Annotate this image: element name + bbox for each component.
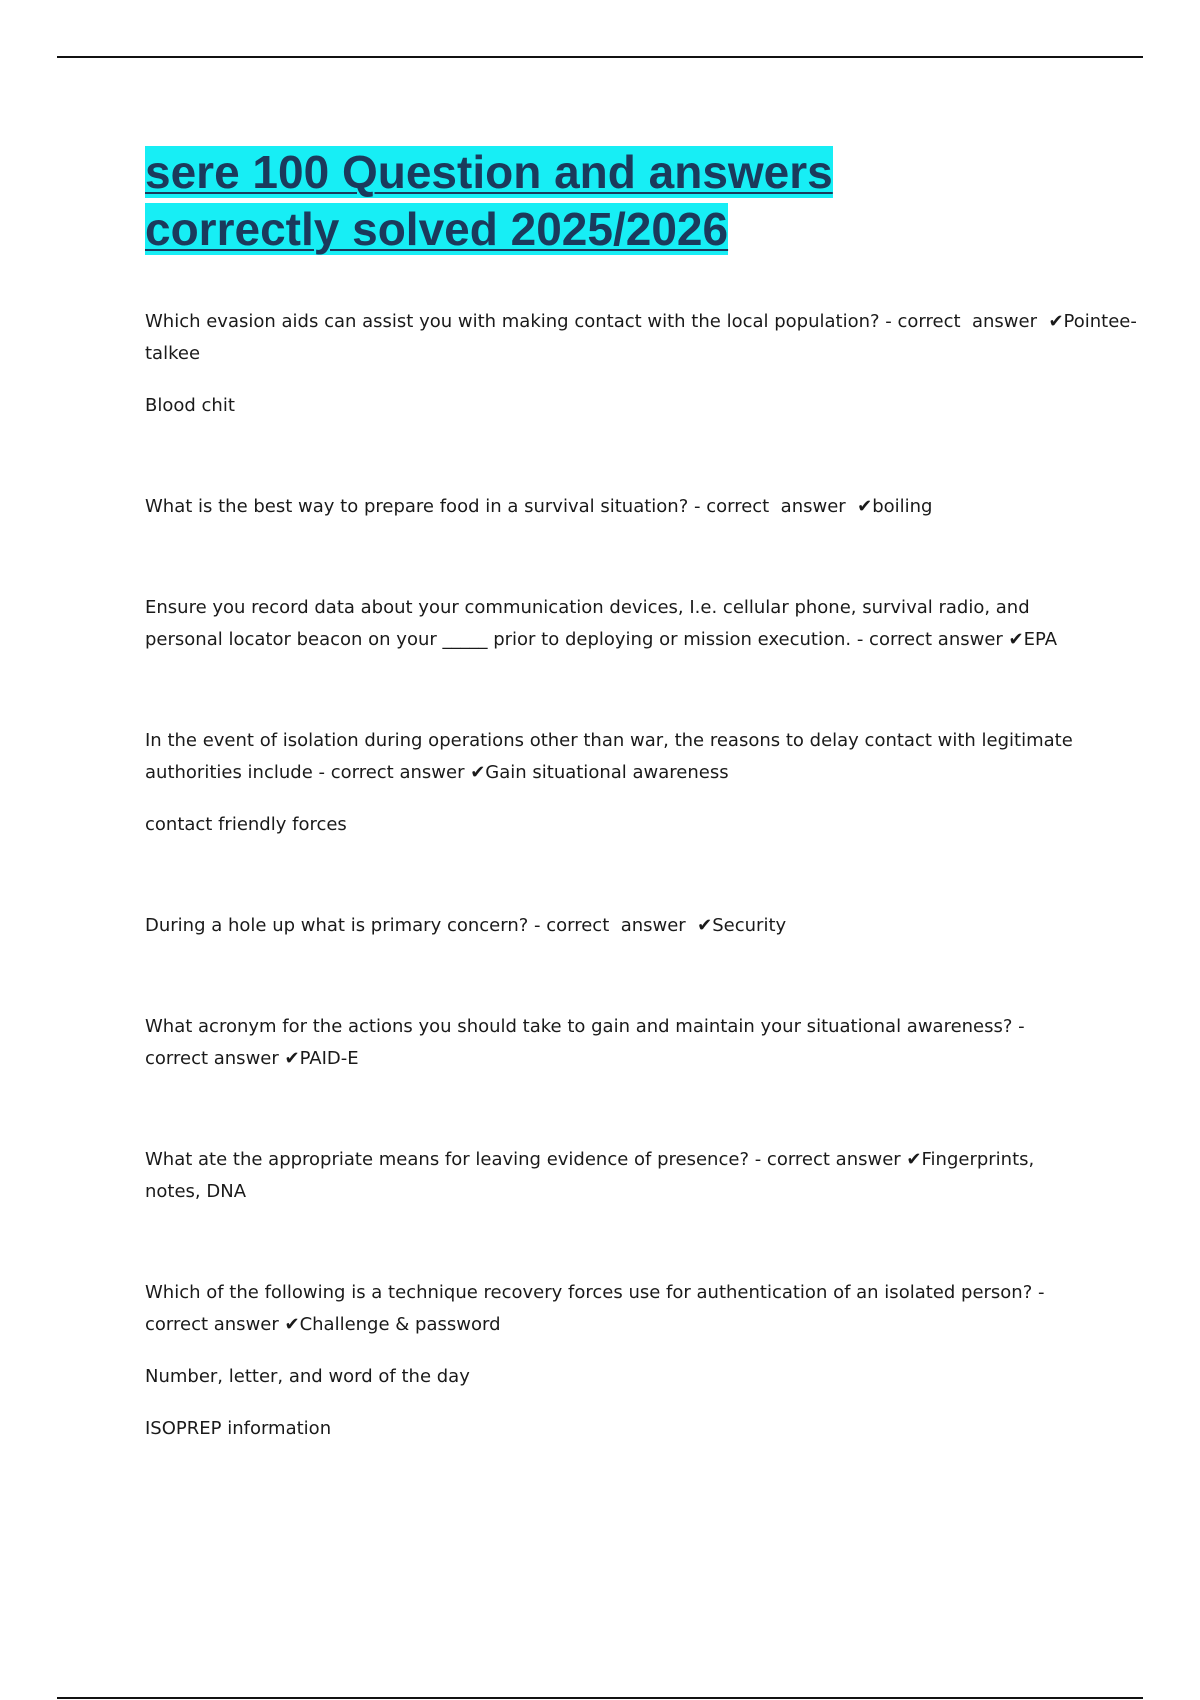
- document-title: [145, 144, 1045, 258]
- answer-extra: Number, letter, and word of the day: [145, 1366, 470, 1387]
- qa-question: [145, 1277, 1085, 1341]
- answer-text: ✔Pointee-talkee: [145, 311, 1137, 364]
- qa-item-8: [145, 1277, 1085, 1445]
- answer-text: ✔Fingerprints, notes, DNA: [145, 1149, 1035, 1202]
- question-text: In the event of isolation during operations other than war, the reasons to delay contact with legitimate authorities include - correct answer: [145, 730, 1073, 783]
- answer-extra: Blood chit: [145, 395, 235, 416]
- qa-item-1: [145, 306, 1137, 422]
- qa-item-7: [145, 1144, 1085, 1208]
- answer-text: ✔EPA: [1008, 629, 1058, 650]
- answer-text: ✔Gain situational awareness: [470, 762, 729, 783]
- document-title-line-2: correctly solved 2025/2026: [145, 203, 729, 255]
- qa-question: [145, 1144, 1085, 1208]
- answer-text: ✔boiling: [857, 496, 933, 517]
- answer-text: ✔Security: [697, 915, 787, 936]
- qa-question: [145, 910, 1085, 942]
- question-text: Which evasion aids can assist you with making contact with the local population? - correct answer: [145, 311, 1049, 332]
- header-rule: [57, 56, 1143, 58]
- question-text: What ate the appropriate means for leaving evidence of presence? - correct answer: [145, 1149, 907, 1170]
- question-text: What acronym for the actions you should take to gain and maintain your situational awareness? - correct answer: [145, 1016, 1025, 1069]
- question-text: Ensure you record data about your communication devices, I.e. cellular phone, survival radio, and personal locator beacon on your _____ prior to deploying or mission execution. - correct answer: [145, 597, 1030, 650]
- answer-text: ✔Challenge & password: [284, 1314, 501, 1335]
- qa-question: [145, 306, 1137, 370]
- qa-item-2: [145, 491, 1085, 523]
- qa-item-5: [145, 910, 1085, 942]
- question-text: During a hole up what is primary concern? - correct answer: [145, 915, 698, 936]
- document-title-line-1: sere 100 Question and answers: [145, 146, 833, 198]
- qa-item-3: [145, 592, 1085, 656]
- question-text: Which of the following is a technique recovery forces use for authentication of an isolated person? - correct answer: [145, 1282, 1045, 1335]
- qa-item-4: [145, 725, 1085, 841]
- qa-question: [145, 725, 1085, 789]
- qa-list: [145, 306, 1137, 1445]
- footer-rule: [57, 1697, 1143, 1699]
- qa-question: [145, 1011, 1085, 1075]
- answer-extra: contact friendly forces: [145, 814, 347, 835]
- question-text: What is the best way to prepare food in a survival situation? - correct answer: [145, 496, 858, 517]
- qa-question: [145, 491, 1085, 523]
- answer-extra: ISOPREP information: [145, 1418, 332, 1439]
- qa-question: [145, 592, 1085, 656]
- qa-item-6: [145, 1011, 1085, 1075]
- answer-text: ✔PAID-E: [284, 1048, 359, 1069]
